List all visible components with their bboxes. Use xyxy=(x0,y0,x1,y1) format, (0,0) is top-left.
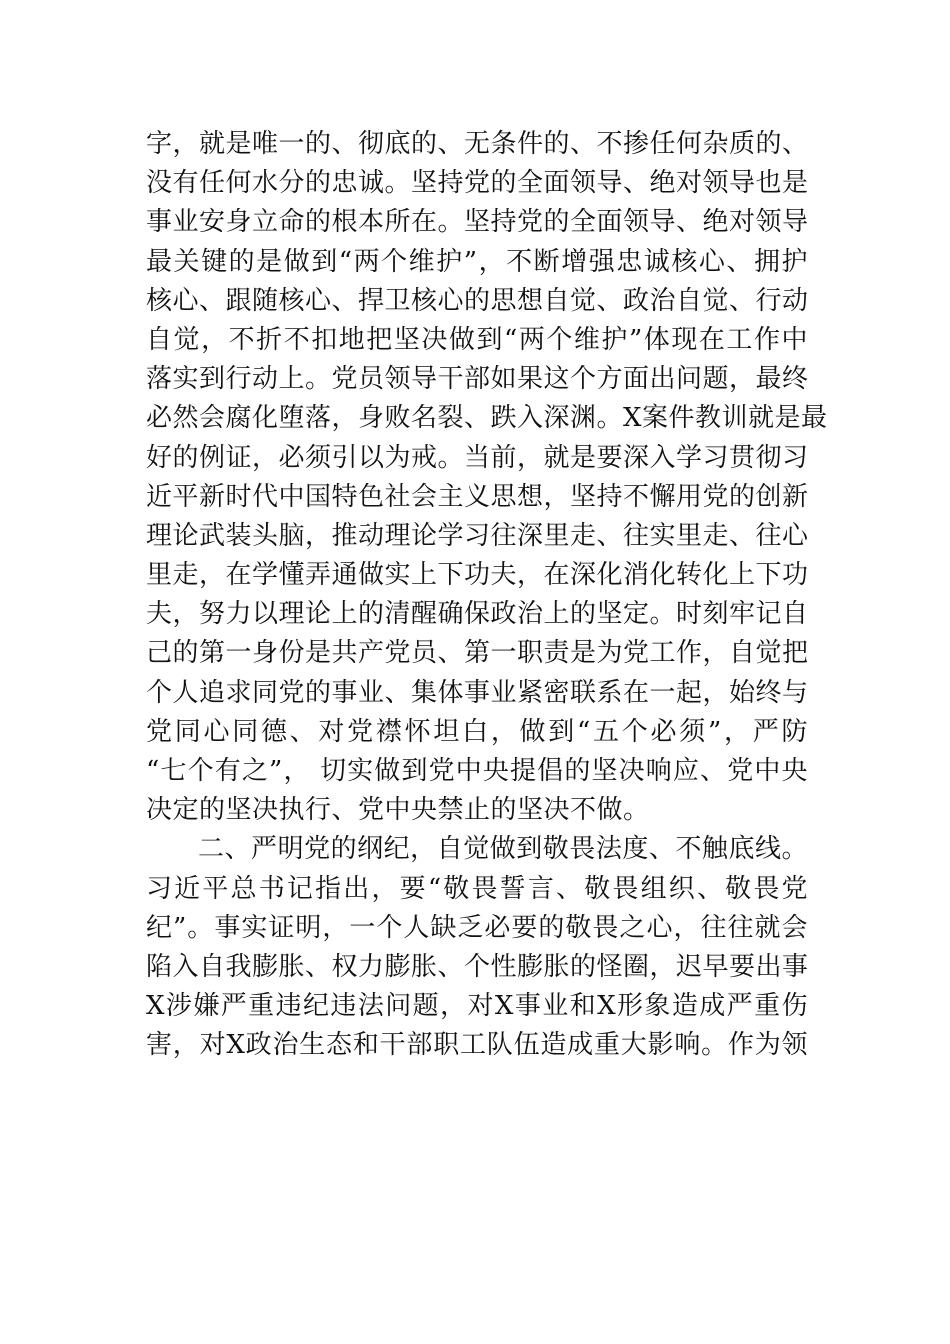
text-line: 己的第一身份是共产党员、第一职责是为党工作，自觉把 xyxy=(146,638,809,669)
section-heading-line: 二、严明党的纲纪，自觉做到敬畏法度、不触底线。 xyxy=(198,834,808,865)
text-line: 落实到行动上。党员领导干部如果这个方面出问题，最终 xyxy=(146,364,809,395)
text-line: 夫，努力以理论上的清醒确保政治上的坚定。时刻牢记自 xyxy=(146,599,809,630)
paragraph-1 xyxy=(146,125,828,830)
text-line: “七个有之”， 切实做到党中央提倡的坚决响应、党中央 xyxy=(146,756,808,786)
text-line: 个人追求同党的事业、集体事业紧密联系在一起，始终与 xyxy=(146,677,809,708)
paragraph-2 xyxy=(146,830,808,1065)
text-line: 决定的坚决执行、党中央禁止的坚决不做。 xyxy=(146,795,650,826)
text-line: 核心、跟随核心、捍卫核心的思想自觉、政治自觉、行动 xyxy=(146,285,809,316)
text-line: 党同心同德、对党襟怀坦白，做到“五个必须”，严防 xyxy=(146,716,808,747)
text-line: 好的例证，必须引以为戒。当前，就是要深入学习贯彻习 xyxy=(146,442,809,473)
text-line: 必然会腐化堕落，身败名裂、跌入深渊。X案件教训就是最 xyxy=(146,403,828,434)
text-line: 害，对X政治生态和干部职工队伍造成重大影响。作为领 xyxy=(146,1030,808,1061)
text-line: X涉嫌严重违纪违法问题，对X事业和X形象造成严重伤 xyxy=(146,991,808,1022)
text-line: 事业安身立命的根本所在。坚持党的全面领导、绝对领导 xyxy=(146,207,809,238)
body-text xyxy=(146,125,828,1066)
text-line: 字，就是唯一的、彻底的、无条件的、不掺任何杂质的、 xyxy=(146,129,809,159)
text-line: 理论武装头脑，推动理论学习往深里走、往实里走、往心 xyxy=(146,520,809,551)
text-line: 习近平总书记指出，要“敬畏誓言、敬畏组织、敬畏党 xyxy=(146,873,808,904)
text-line: 陷入自我膨胀、权力膨胀、个性膨胀的怪圈，迟早要出事 xyxy=(146,951,809,982)
text-line: 没有任何水分的忠诚。坚持党的全面领导、绝对领导也是 xyxy=(146,168,809,199)
text-line: 自觉，不折不扣地把坚决做到“两个维护”体现在工作中 xyxy=(146,324,808,355)
text-line: 近平新时代中国特色社会主义思想，坚持不懈用党的创新 xyxy=(146,481,809,512)
text-line: 纪”。事实证明，一个人缺乏必要的敬畏之心，往往就会 xyxy=(146,912,808,943)
text-line: 最关键的是做到“两个维护”，不断增强忠诚核心、拥护 xyxy=(146,246,808,277)
text-line: 里走，在学懂弄通做实上下功夫，在深化消化转化上下功 xyxy=(146,560,809,591)
